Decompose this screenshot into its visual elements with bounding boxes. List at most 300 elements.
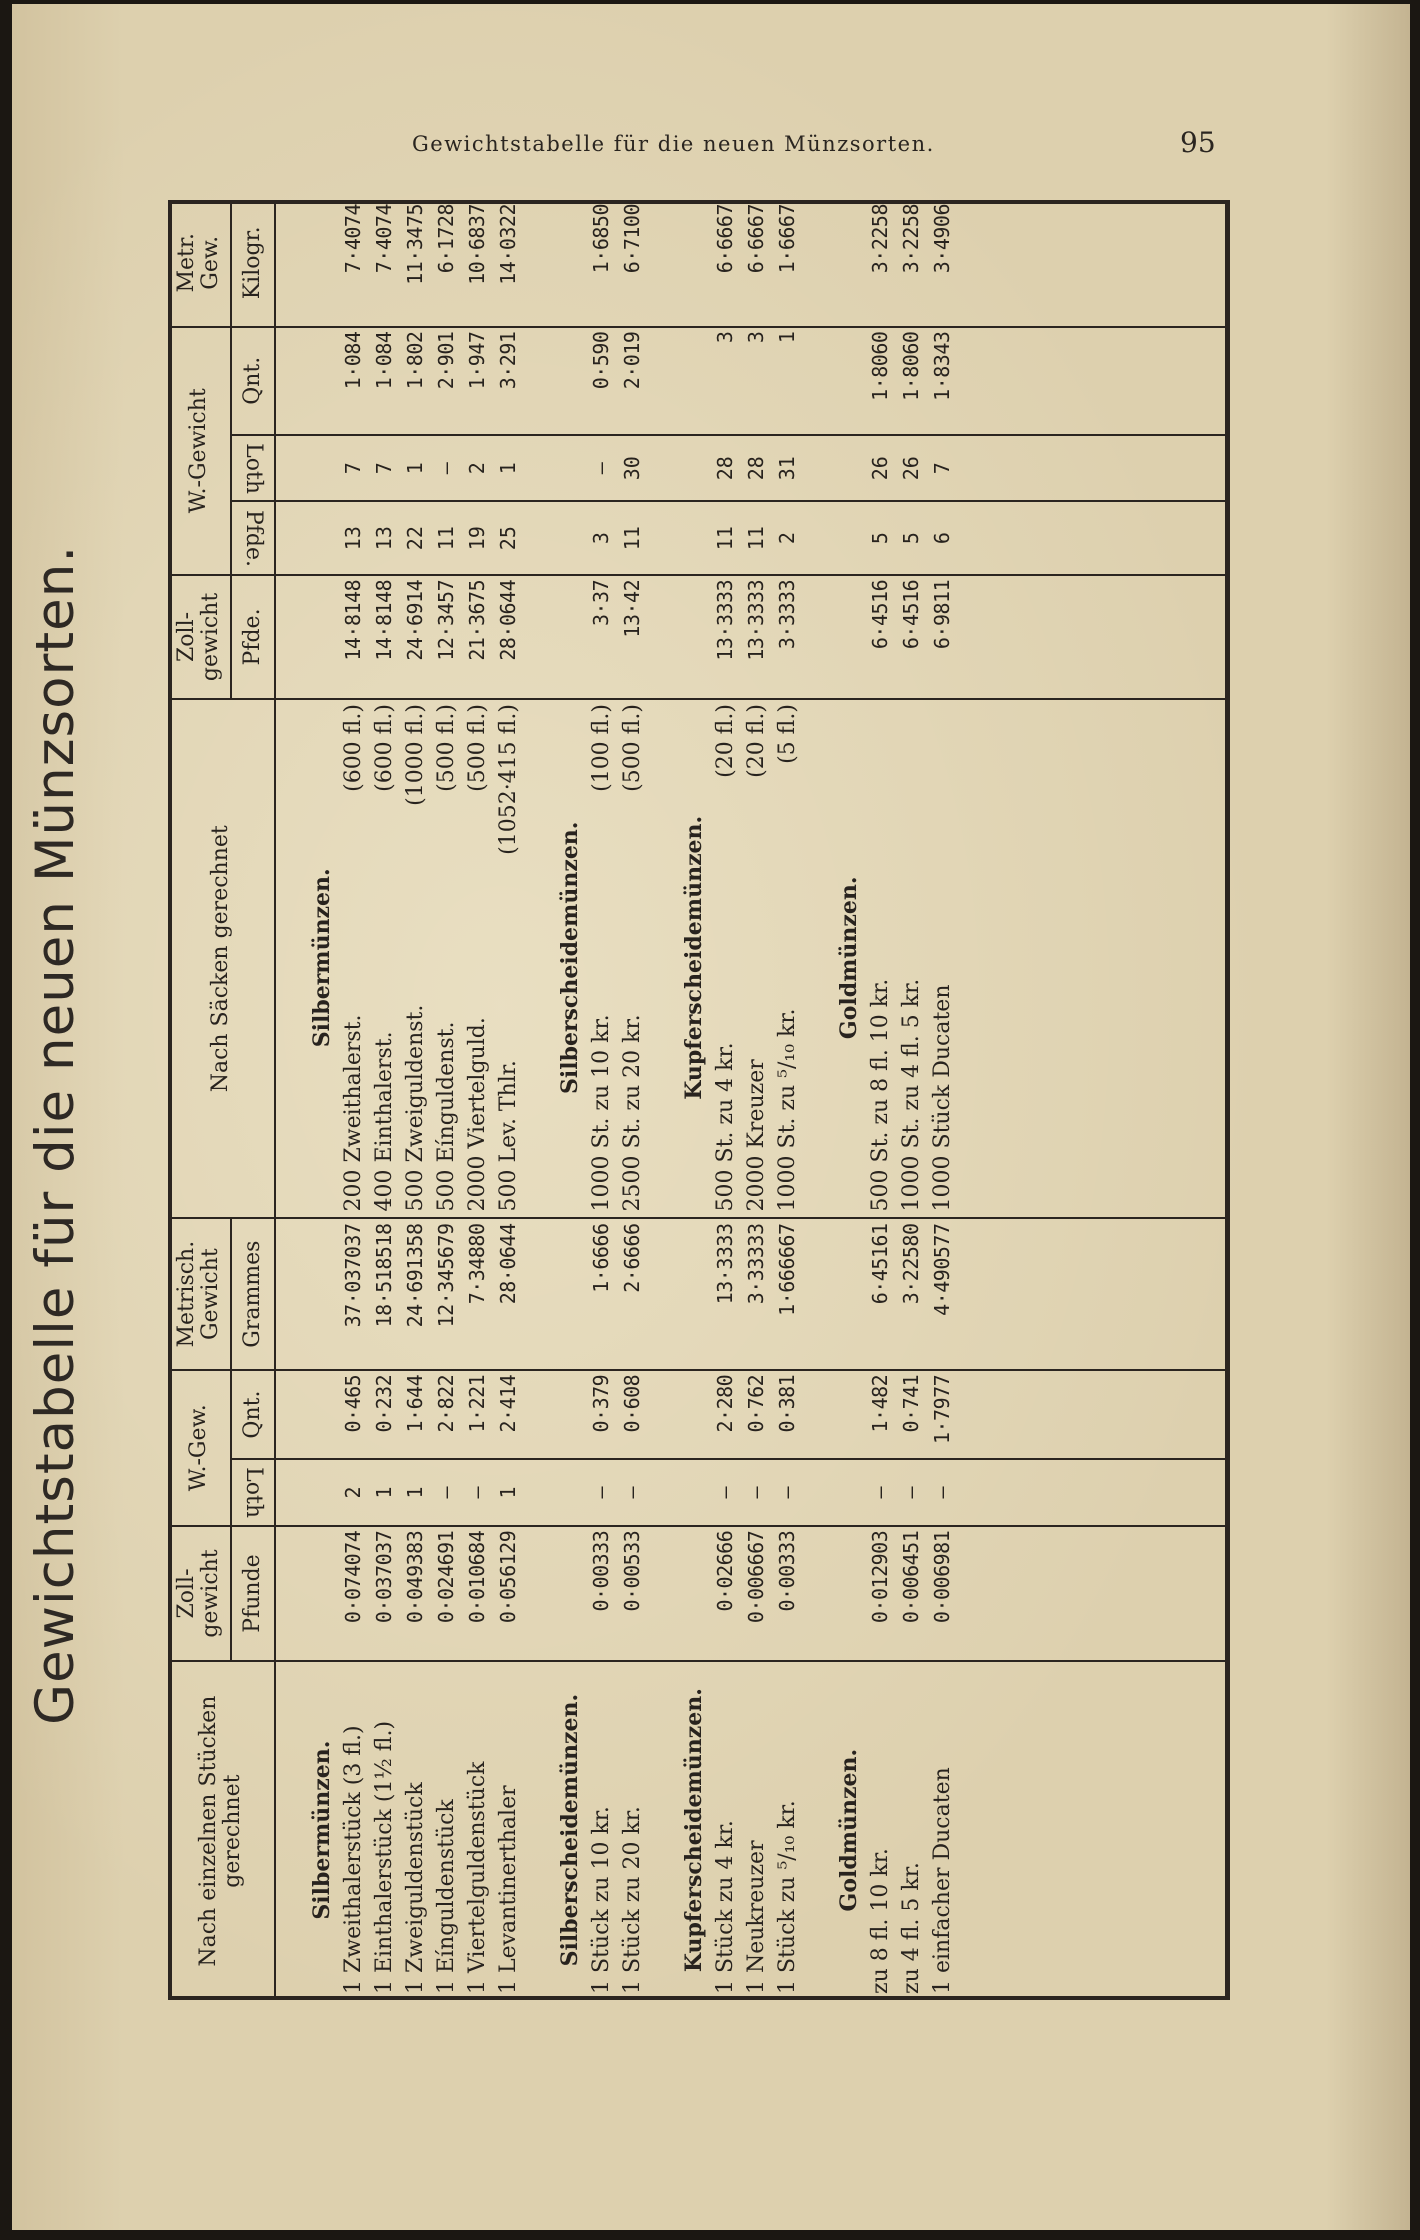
w-pfde-value: 11	[713, 526, 737, 551]
qnt-value: 0·608	[620, 1374, 644, 1433]
table-row-label: zu 4 fl. 5 kr.	[899, 1862, 924, 1994]
spacer	[834, 580, 865, 694]
header-pfde-right	[231, 501, 275, 574]
grammes-value: 3·33333	[744, 1223, 768, 1305]
table-row-label	[462, 704, 493, 1211]
section-heading: Kupferscheidemünzen.	[681, 815, 707, 1100]
spacer	[803, 1531, 834, 1657]
section-heading: Goldmünzen.	[836, 876, 862, 1040]
spacer	[834, 332, 865, 430]
pfunde-value: 0·056129	[496, 1530, 520, 1624]
w-loth-value: 28	[713, 456, 737, 481]
header-zoll-gewicht-right: Zoll-gewicht	[168, 575, 231, 699]
column-w-qnt	[275, 327, 1230, 435]
table-row-label: 1 Zweiguldenstück	[403, 1782, 428, 1994]
pfunde-value: 0·00533	[620, 1530, 644, 1612]
sack-amount: (500 fl.)	[620, 704, 645, 792]
loth-value: —	[589, 1486, 613, 1499]
section-heading: Silbermünzen.	[309, 1740, 335, 1920]
column-right-names	[275, 699, 1230, 1218]
header-loth-right	[231, 435, 275, 501]
spacer	[834, 1223, 865, 1364]
spacer	[679, 1464, 710, 1520]
spacer	[803, 1464, 834, 1520]
spacer	[648, 1375, 679, 1454]
spacer	[555, 506, 586, 569]
running-head: Gewichtstabelle für die neuen Münzsorten.	[412, 132, 935, 156]
header-loth-label: Loth	[241, 1467, 266, 1518]
section-heading: Silberscheidemünzen.	[557, 1693, 583, 1967]
kilogr-value: 3·2258	[868, 204, 892, 274]
w-pfde-value: 5	[899, 532, 923, 545]
w-pfde-value: 5	[868, 532, 892, 545]
spacer	[803, 704, 834, 1211]
kilogr-value: 11·3475	[403, 204, 427, 285]
sack-amount: (600 fl.)	[341, 704, 366, 792]
w-pfde-value: 2	[775, 532, 799, 545]
pfunde-value: 0·02666	[713, 1530, 737, 1612]
table-row-label	[865, 704, 896, 1211]
spacer	[803, 580, 834, 694]
w-qnt-value: 1·084	[341, 331, 365, 390]
w-pfde-value: 19	[465, 526, 489, 551]
spacer	[555, 332, 586, 430]
w-loth-value: 30	[620, 456, 644, 481]
qnt-value: 2·414	[496, 1374, 520, 1433]
table-row-label: 1 Stück zu 4 kr.	[713, 1820, 738, 1994]
spacer	[803, 1375, 834, 1454]
spacer	[276, 1375, 307, 1454]
qnt-value: 0·465	[341, 1374, 365, 1433]
w-qnt-value: 3	[744, 331, 768, 344]
w-qnt-value: 2·901	[434, 331, 458, 390]
spacer	[679, 1531, 710, 1657]
header-right-group: Nach Säcken gerechnet	[168, 699, 275, 1218]
column-loth	[275, 1459, 1230, 1525]
qnt-value: 1·7977	[930, 1374, 954, 1445]
spacer	[524, 704, 555, 1211]
grammes-value: 6·45161	[868, 1223, 892, 1305]
pfde-value: 13·3333	[744, 579, 768, 661]
spacer	[524, 1375, 555, 1454]
spacer	[679, 332, 710, 430]
spacer	[307, 332, 338, 430]
loth-value: 1	[372, 1486, 396, 1499]
column-pfde	[275, 575, 1230, 699]
spacer	[648, 704, 679, 1211]
w-pfde-value: 13	[341, 526, 365, 551]
table-row-label: zu 8 fl. 10 kr.	[868, 1848, 893, 1994]
pfde-value: 6·4516	[868, 579, 892, 650]
spacer	[524, 332, 555, 430]
spacer	[648, 1223, 679, 1364]
w-qnt-value: 1·802	[403, 331, 427, 390]
spacer	[555, 204, 586, 322]
spacer	[524, 1531, 555, 1657]
spacer	[834, 506, 865, 569]
table-row-label	[493, 704, 524, 1211]
header-metrisch: Metrisch. Gewicht	[168, 1218, 231, 1369]
spacer	[524, 1666, 555, 1994]
header-left-group: Nach einzelnen Stücken gerechnet	[168, 1661, 275, 2000]
spacer	[803, 506, 834, 569]
header-grammes: Grammes	[231, 1218, 275, 1369]
spacer	[276, 1223, 307, 1364]
spacer	[307, 1464, 338, 1520]
table-row-label	[586, 704, 617, 1211]
sack-amount: (600 fl.)	[372, 704, 397, 792]
kilogr-value: 14·0322	[496, 204, 520, 285]
pfunde-value: 0·00333	[589, 1530, 613, 1612]
w-loth-value: —	[434, 462, 458, 475]
kilogr-value: 6·1728	[434, 204, 458, 274]
spacer	[834, 1531, 865, 1657]
spacer	[276, 506, 307, 569]
pfunde-value: 0·049383	[403, 1530, 427, 1624]
spacer	[555, 1464, 586, 1520]
spacer	[555, 580, 586, 694]
spacer	[803, 1666, 834, 1994]
w-pfde-value: 11	[744, 526, 768, 551]
w-qnt-value: 0·590	[589, 331, 613, 390]
w-loth-value: 1	[403, 462, 427, 475]
sack-label: 1000 St. zu ⁵/₁₀ kr.	[775, 1008, 800, 1212]
rotated-weight-table	[168, 200, 1230, 2000]
spacer	[307, 506, 338, 569]
sack-amount: (20 fl.)	[744, 704, 769, 778]
pfunde-value: 0·010684	[465, 1530, 489, 1624]
header-pfde: Pfde.	[231, 575, 275, 699]
sack-label: 500 St. zu 4 kr.	[713, 1042, 738, 1212]
column-grammes	[275, 1218, 1230, 1369]
sack-amount: (5 fl.)	[775, 704, 800, 764]
sack-amount: (500 fl.)	[434, 704, 459, 792]
spacer	[648, 580, 679, 694]
w-pfde-value: 6	[930, 532, 954, 545]
page-number: 95	[1180, 126, 1216, 159]
table-row-label: 1 einfacher Ducaten	[930, 1767, 955, 1994]
spacer	[648, 204, 679, 322]
spacer	[276, 704, 307, 1211]
loth-value: 2	[341, 1486, 365, 1499]
weight-table	[168, 200, 1230, 2000]
w-loth-value: 28	[744, 456, 768, 481]
qnt-value: 0·762	[744, 1374, 768, 1433]
table-row-label	[927, 704, 958, 1211]
qnt-value: 0·232	[372, 1374, 396, 1433]
spacer	[307, 1375, 338, 1454]
w-loth-value: 2	[465, 462, 489, 475]
grammes-value: 7·34880	[465, 1223, 489, 1305]
pfde-value: 13·3333	[713, 579, 737, 661]
spacer	[276, 204, 307, 322]
spacer	[648, 1464, 679, 1520]
section-heading: Goldmünzen.	[836, 1748, 862, 1912]
column-w-pfde	[275, 501, 1230, 574]
spacer	[648, 1666, 679, 1994]
grammes-value: 2·6666	[620, 1223, 644, 1293]
table-row-label	[772, 704, 803, 1211]
spacer	[834, 1375, 865, 1454]
kilogr-value: 3·4906	[930, 204, 954, 274]
spacer	[834, 204, 865, 322]
w-qnt-value: 1·947	[465, 331, 489, 390]
spacer	[648, 1531, 679, 1657]
sack-amount: (1000 fl.)	[403, 704, 428, 806]
w-qnt-value: 1·084	[372, 331, 396, 390]
table-row-label	[617, 704, 648, 1211]
spacer	[555, 1375, 586, 1454]
sack-label: 500 Eínguldenst.	[434, 1021, 459, 1212]
loth-value: —	[899, 1486, 923, 1499]
spacer	[803, 332, 834, 430]
w-loth-value: —	[589, 462, 613, 475]
spacer	[307, 580, 338, 694]
w-loth-value: 26	[899, 456, 923, 481]
column-left-names	[275, 1661, 1230, 2000]
spacer	[307, 440, 338, 496]
spacer	[679, 440, 710, 496]
qnt-value: 1·221	[465, 1374, 489, 1433]
loth-value: 1	[496, 1486, 520, 1499]
kilogr-value: 6·6667	[744, 204, 768, 274]
sack-label: 2000 Viertelguld.	[465, 1017, 490, 1212]
loth-value: 1	[403, 1486, 427, 1499]
section-heading: Silberscheidemünzen.	[557, 821, 583, 1095]
loth-value: —	[775, 1486, 799, 1499]
pfunde-value: 0·074074	[341, 1530, 365, 1624]
spacer	[648, 332, 679, 430]
pfunde-value: 0·024691	[434, 1530, 458, 1624]
w-qnt-value: 3·291	[496, 331, 520, 390]
w-pfde-value: 13	[372, 526, 396, 551]
table-row-label	[369, 704, 400, 1211]
column-kilogr	[275, 200, 1230, 327]
sack-label: 1000 St. zu 10 kr.	[589, 1014, 614, 1212]
spacer	[555, 1531, 586, 1657]
spacer	[803, 204, 834, 322]
kilogr-value: 1·6667	[775, 204, 799, 274]
pfde-value: 12·3457	[434, 579, 458, 661]
grammes-value: 4·490577	[930, 1223, 954, 1316]
table-row-label	[400, 704, 431, 1211]
loth-value: —	[434, 1486, 458, 1499]
table-row-label	[431, 704, 462, 1211]
pfde-value: 28·0644	[496, 579, 520, 661]
sack-label: 2500 St. zu 20 kr.	[620, 1014, 645, 1212]
table-row-label: 1 Levantinerthaler	[496, 1785, 521, 1994]
table-row-label	[741, 704, 772, 1211]
spacer	[803, 440, 834, 496]
table-row-label: 1 Neukreuzer	[744, 1840, 769, 1994]
pfde-value: 13·42	[620, 579, 644, 638]
sack-label: 500 Zweiguldenst.	[403, 1004, 428, 1212]
header-loth-right-label: Loth	[241, 442, 266, 494]
pfde-value: 24·6914	[403, 579, 427, 661]
pfunde-value: 0·006667	[744, 1530, 768, 1624]
pfde-value: 3·3333	[775, 579, 799, 650]
pfde-value: 21·3675	[465, 579, 489, 661]
spacer	[307, 204, 338, 322]
w-pfde-value: 11	[434, 526, 458, 551]
qnt-value: 0·379	[589, 1374, 613, 1433]
kilogr-value: 7·4074	[372, 204, 396, 274]
table-row-label: 1 Einthalerstück (1½ fl.)	[372, 1720, 397, 1994]
table-row-label	[710, 704, 741, 1211]
w-qnt-value: 1·8060	[868, 331, 892, 401]
kilogr-value: 3·2258	[899, 204, 923, 274]
spacer	[679, 580, 710, 694]
w-loth-value: 1	[496, 462, 520, 475]
loth-value: —	[465, 1486, 489, 1499]
header-w-gewicht-right: W.-Gewicht	[168, 327, 231, 575]
spacer	[555, 1223, 586, 1364]
spacer	[834, 440, 865, 496]
spacer	[524, 580, 555, 694]
header-zoll-gewicht: Zoll-gewicht	[168, 1526, 231, 1662]
sack-amount: (500 fl.)	[465, 704, 490, 792]
w-loth-value: 26	[868, 456, 892, 481]
grammes-value: 13·3333	[713, 1223, 737, 1305]
grammes-value: 3·22580	[899, 1223, 923, 1305]
column-qnt	[275, 1370, 1230, 1459]
pfunde-value: 0·037037	[372, 1530, 396, 1624]
sack-amount: (1052·415 fl.)	[496, 704, 521, 855]
spacer	[803, 1223, 834, 1364]
table-row-label	[338, 704, 369, 1211]
spacer	[679, 506, 710, 569]
header-kilogr: Kilogr.	[231, 200, 275, 327]
w-qnt-value: 1·8060	[899, 331, 923, 401]
sack-label: 500 St. zu 8 fl. 10 kr.	[868, 978, 893, 1212]
table-row-label: 1 Stück zu 20 kr.	[620, 1806, 645, 1994]
qnt-value: 0·381	[775, 1374, 799, 1433]
column-w-loth	[275, 435, 1230, 501]
w-loth-value: 7	[341, 462, 365, 475]
pfde-value: 3·37	[589, 579, 613, 627]
spacer	[276, 332, 307, 430]
header-qnt-right: Qnt.	[231, 327, 275, 435]
spacer	[307, 1531, 338, 1657]
header-metr-gew: Metr. Gew.	[168, 200, 231, 327]
spacer	[276, 1666, 307, 1994]
spacer	[307, 1223, 338, 1364]
header-loth	[231, 1459, 275, 1525]
kilogr-value: 1·6850	[589, 204, 613, 274]
sack-label: 400 Einthalerst.	[372, 1031, 397, 1212]
spacer	[679, 204, 710, 322]
grammes-value: 1·666667	[775, 1223, 799, 1316]
header-pfde-right-label: Pfde.	[241, 509, 266, 567]
qnt-value: 0·741	[899, 1374, 923, 1433]
w-qnt-value: 1	[775, 331, 799, 344]
qnt-value: 1·482	[868, 1374, 892, 1433]
loth-value: —	[930, 1486, 954, 1499]
kilogr-value: 7·4074	[341, 204, 365, 274]
w-loth-value: 7	[930, 462, 954, 475]
w-loth-value: 7	[372, 462, 396, 475]
w-qnt-value: 3	[713, 331, 737, 344]
kilogr-value: 6·6667	[713, 204, 737, 274]
header-qnt: Qnt.	[231, 1370, 275, 1459]
spacer	[276, 440, 307, 496]
spacer	[524, 204, 555, 322]
w-pfde-value: 11	[620, 526, 644, 551]
grammes-value: 24·691358	[403, 1223, 427, 1328]
sack-amount: (100 fl.)	[589, 704, 614, 792]
loth-value: —	[868, 1486, 892, 1499]
qnt-value: 2·822	[434, 1374, 458, 1433]
sack-amount: (20 fl.)	[713, 704, 738, 778]
spacer	[555, 440, 586, 496]
pfunde-value: 0·006451	[899, 1530, 923, 1624]
sack-label: 200 Zweithalerst.	[341, 1014, 366, 1212]
sack-label: 2000 Kreuzer	[744, 1059, 769, 1212]
page-title: Gewichtstabelle für die neuen Münzsorten.	[25, 544, 86, 1725]
grammes-value: 1·6666	[589, 1223, 613, 1293]
spacer	[524, 506, 555, 569]
grammes-value: 28·0644	[496, 1223, 520, 1305]
spacer	[524, 1464, 555, 1520]
table-row-label: 1 Eínguldenstück	[434, 1799, 459, 1994]
spacer	[524, 440, 555, 496]
grammes-value: 12·345679	[434, 1223, 458, 1328]
qnt-value: 1·644	[403, 1374, 427, 1433]
pfunde-value: 0·006981	[930, 1530, 954, 1624]
grammes-value: 18·518518	[372, 1223, 396, 1328]
spacer	[276, 1464, 307, 1520]
pfde-value: 6·4516	[899, 579, 923, 650]
header-pfunde: Pfunde	[231, 1526, 275, 1662]
table-row-label	[896, 704, 927, 1211]
w-loth-value: 31	[775, 456, 799, 481]
spacer	[834, 1464, 865, 1520]
table-row-label: 1 Stück zu ⁵/₁₀ kr.	[775, 1800, 800, 1994]
column-pfunde	[275, 1526, 1230, 1662]
loth-value: —	[713, 1486, 737, 1499]
sack-label: 500 Lev. Thlr.	[496, 1060, 521, 1212]
header-w-gew: W.-Gew.	[168, 1370, 231, 1526]
sack-label: 1000 Stück Ducaten	[930, 984, 955, 1212]
sack-label: 1000 St. zu 4 fl. 5 kr.	[899, 978, 924, 1212]
spacer	[648, 440, 679, 496]
pfunde-value: 0·00333	[775, 1530, 799, 1612]
w-pfde-value: 25	[496, 526, 520, 551]
w-qnt-value: 1·8343	[930, 331, 954, 401]
w-pfde-value: 22	[403, 526, 427, 551]
kilogr-value: 10·6837	[465, 204, 489, 285]
grammes-value: 37·037037	[341, 1223, 365, 1328]
w-pfde-value: 3	[589, 532, 613, 545]
spacer	[276, 580, 307, 694]
table-row-label: 1 Viertelguldenstück	[465, 1761, 490, 1994]
loth-value: —	[744, 1486, 768, 1499]
spacer	[276, 1531, 307, 1657]
spacer	[679, 1375, 710, 1454]
spacer	[524, 1223, 555, 1364]
pfde-value: 14·8148	[341, 579, 365, 661]
w-qnt-value: 2·019	[620, 331, 644, 390]
section-heading: Silbermünzen.	[309, 868, 335, 1048]
pfde-value: 14·8148	[372, 579, 396, 661]
pfde-value: 6·9811	[930, 579, 954, 650]
loth-value: —	[620, 1486, 644, 1499]
spacer	[648, 506, 679, 569]
kilogr-value: 6·7100	[620, 204, 644, 274]
spacer	[679, 1223, 710, 1364]
section-heading: Kupferscheidemünzen.	[681, 1688, 707, 1973]
qnt-value: 2·280	[713, 1374, 737, 1433]
